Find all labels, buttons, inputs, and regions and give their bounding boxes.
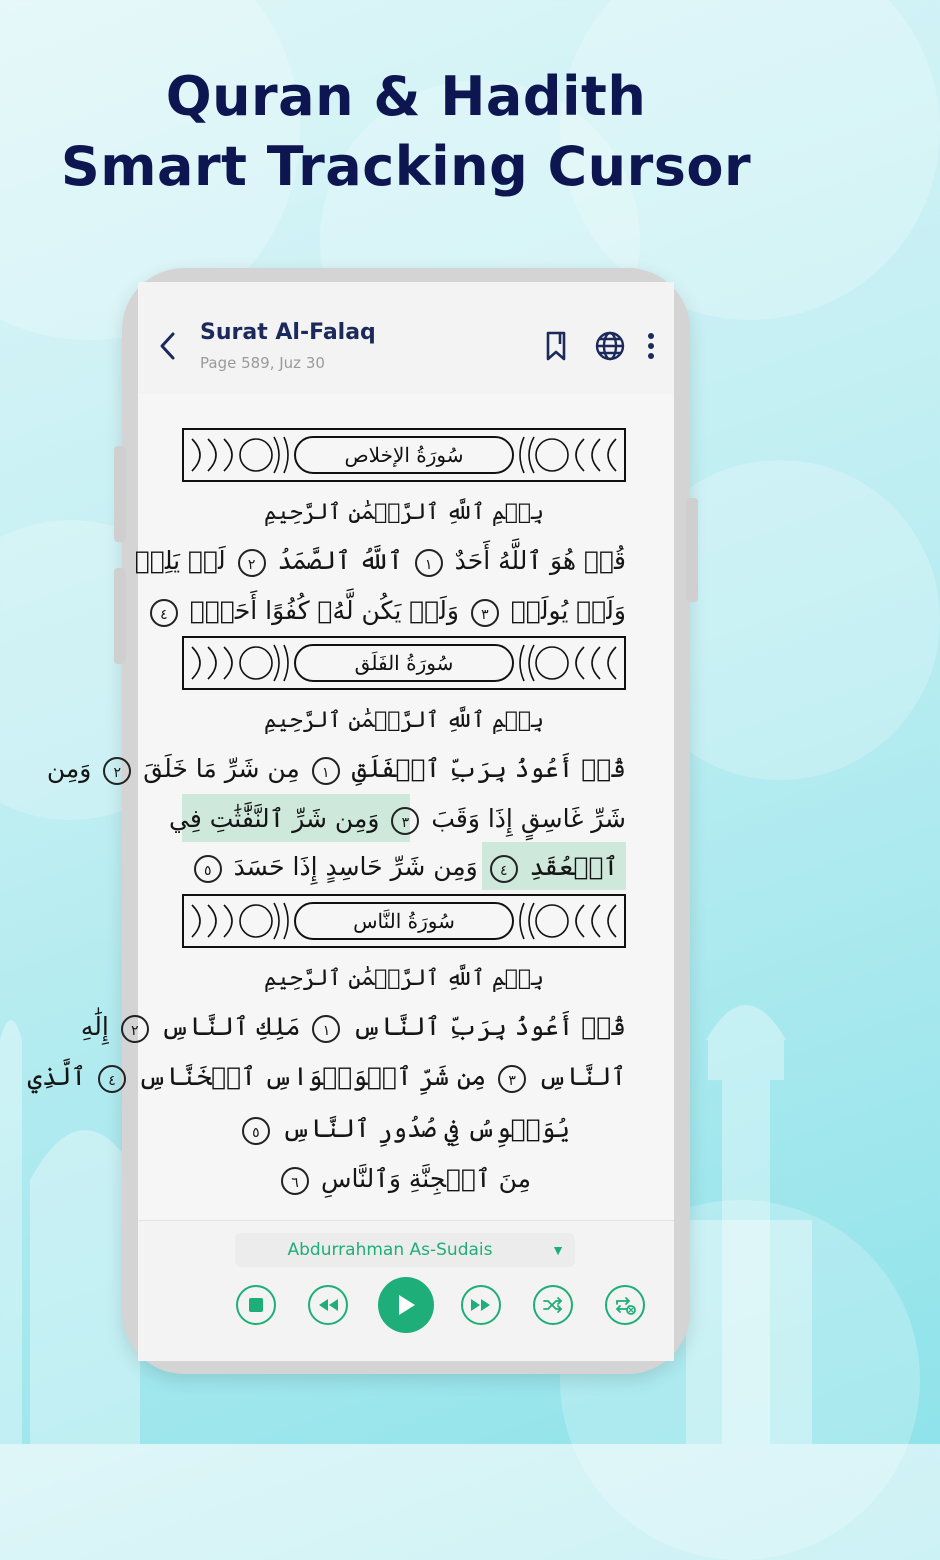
ayah-text[interactable]: مِن شَرِّ مَا خَلَقَ: [143, 754, 300, 783]
ayah-number: ٢: [121, 1015, 149, 1043]
ayah-line: [160, 588, 626, 634]
ornament-icon: [516, 641, 620, 685]
play-icon: [395, 1293, 417, 1317]
stop-button[interactable]: [236, 1285, 276, 1325]
back-button[interactable]: [152, 326, 182, 366]
ayah-line: [27, 1054, 626, 1100]
ayah-number: ٤: [150, 599, 178, 627]
ayah-text[interactable]: لَمۡ يَلِدۡ: [134, 546, 226, 575]
more-options-button[interactable]: [636, 328, 666, 364]
ayah-number: ١: [312, 757, 340, 785]
ayah-line: [169, 796, 626, 842]
ayah-text[interactable]: قُلۡ أَعُوذُ بِرَبِّ ٱلنَّاسِ: [352, 1012, 626, 1041]
audio-player: [138, 1220, 674, 1361]
page-title: Surat Al-Falaq: [200, 320, 376, 345]
bismillah: بِسۡمِ ٱللَّهِ ٱلرَّحۡمَٰنِ ٱلرَّحِيمِ: [263, 966, 545, 991]
ayah-line: [46, 746, 626, 792]
more-vert-icon: [647, 332, 655, 360]
fast-forward-icon: [470, 1297, 492, 1313]
ayah-line: [80, 1004, 626, 1050]
rewind-button[interactable]: [308, 1285, 348, 1325]
mosque-silhouette-right: [686, 960, 812, 1444]
ornament-icon: [188, 433, 292, 477]
ayah-number: ٤: [98, 1065, 126, 1093]
phone-screen: [27, 282, 674, 1360]
ayah-text[interactable]: ٱلَّذِي: [27, 1062, 87, 1091]
ayah-number: ٢: [238, 549, 266, 577]
ornament-icon: [188, 641, 292, 685]
promo-title-line2: Smart Tracking Cursor: [60, 135, 752, 198]
ayah-text[interactable]: وَلَمۡ يَكُن لَّهُۥ كُفُوًا أَحَدُۢ: [189, 596, 459, 625]
ayah-text[interactable]: قُلۡ هُوَ ٱللَّهُ أَحَدٌ: [454, 546, 626, 575]
phone-power-button: [686, 498, 698, 602]
ornament-icon: [188, 899, 292, 943]
ayah-number: ٥: [194, 855, 222, 883]
phone-side-button: [114, 568, 126, 664]
ayah-text[interactable]: إِلَٰهِ: [80, 1012, 109, 1041]
promo-headline: [0, 62, 812, 202]
ayah-line: [182, 1106, 626, 1152]
back-arrow-icon: [157, 331, 177, 361]
ayah-number: ٢: [103, 757, 131, 785]
bookmark-icon: [543, 330, 569, 362]
repeat-button[interactable]: [605, 1285, 645, 1325]
bookmark-button[interactable]: [538, 328, 574, 364]
caret-down-icon: ▼: [551, 1242, 565, 1258]
ayah-number: ٣: [391, 807, 419, 835]
surah-header-frame: [182, 894, 626, 948]
ayah-number: ٥: [242, 1117, 270, 1145]
ayah-number: ١: [312, 1015, 340, 1043]
ayah-text[interactable]: شَرِّ غَاسِقٍ إِذَا وَقَبَ: [431, 804, 626, 833]
surah-name: سُورَةُ الفَلَق: [294, 644, 514, 682]
globe-icon: [594, 330, 626, 362]
mushaf-page: [27, 394, 674, 1220]
ayah-text[interactable]: وَمِن: [46, 754, 92, 783]
ayah-text[interactable]: وَلَمۡ يُولَدۡ: [510, 596, 626, 625]
ayah-text[interactable]: مَلِكِ ٱلنَّاسِ: [160, 1012, 301, 1041]
ayah-text-highlighted[interactable]: وَمِن شَرِّ ٱلنَّفَّٰثَٰتِ فِي: [169, 804, 380, 833]
ornament-icon: [516, 433, 620, 477]
reciter-dropdown[interactable]: [235, 1233, 575, 1267]
ayah-line: [134, 538, 626, 584]
rewind-icon: [317, 1297, 339, 1313]
fast-forward-button[interactable]: [461, 1285, 501, 1325]
bismillah: بِسۡمِ ٱللَّهِ ٱلرَّحۡمَٰنِ ٱلرَّحِيمِ: [263, 500, 545, 525]
ayah-number: ١: [415, 549, 443, 577]
repeat-off-icon: [614, 1295, 636, 1315]
ayah-number: ٣: [471, 599, 499, 627]
ayah-line: [182, 844, 626, 890]
ayah-text-highlighted[interactable]: ٱلۡعُقَدِ: [529, 852, 619, 881]
surah-header-frame: [182, 428, 626, 482]
ayah-text[interactable]: مِن شَرِّ ٱلۡوَسۡوَاسِ ٱلۡخَنَّاسِ: [137, 1062, 487, 1091]
promo-title-line1: Quran & Hadith: [165, 65, 647, 128]
ornament-icon: [516, 899, 620, 943]
ayah-text[interactable]: وَمِن شَرِّ حَاسِدٍ إِذَا حَسَدَ: [233, 852, 478, 881]
ayah-line: [182, 1156, 626, 1202]
ayah-text[interactable]: ٱللَّهُ ٱلصَّمَدُ: [277, 546, 403, 575]
ayah-text[interactable]: مِنَ ٱلۡجِنَّةِ وَٱلنَّاسِ: [320, 1164, 532, 1193]
ayah-number: ٤: [490, 855, 518, 883]
ayah-text[interactable]: يُوَسۡوِسُ فِي صُدُورِ ٱلنَّاسِ: [281, 1114, 571, 1143]
language-button[interactable]: [592, 328, 628, 364]
ayah-text[interactable]: قُلۡ أَعُوذُ بِرَبِّ ٱلۡفَلَقِ: [351, 754, 626, 783]
bismillah: بِسۡمِ ٱللَّهِ ٱلرَّحۡمَٰنِ ٱلرَّحِيمِ: [263, 708, 545, 733]
page-subtitle: Page 589, Juz 30: [200, 354, 325, 372]
play-button[interactable]: [378, 1277, 434, 1333]
surah-name: سُورَةُ النَّاس: [294, 902, 514, 940]
ayah-number: ٦: [281, 1167, 309, 1195]
shuffle-button[interactable]: [533, 1285, 573, 1325]
shuffle-icon: [543, 1297, 563, 1313]
surah-header-frame: [182, 636, 626, 690]
stop-icon: [248, 1297, 264, 1313]
app-header: [138, 282, 674, 392]
reciter-name: Abdurrahman As-Sudais: [287, 1240, 493, 1260]
ayah-number: ٣: [498, 1065, 526, 1093]
ayah-text[interactable]: ٱلنَّاسِ: [538, 1062, 626, 1091]
surah-name: سُورَةُ الإخلاص: [294, 436, 514, 474]
phone-side-button: [114, 446, 126, 542]
